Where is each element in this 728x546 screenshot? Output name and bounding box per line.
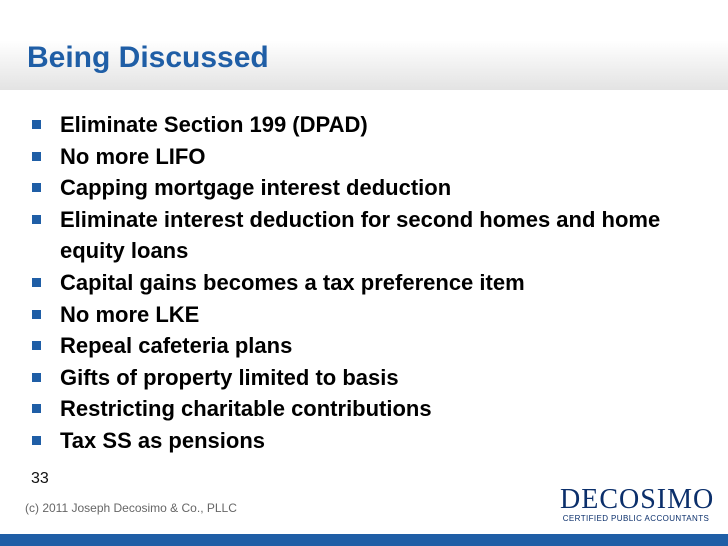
bullet-text: Restricting charitable contributions — [60, 396, 432, 422]
copyright-text: (c) 2011 Joseph Decosimo & Co., PLLC — [25, 501, 237, 515]
slide-number: 33 — [31, 470, 49, 487]
bullet-item — [30, 330, 690, 362]
company-logo — [560, 484, 715, 526]
square-bullet-icon — [32, 404, 41, 413]
bullet-list — [30, 109, 690, 457]
bottom-accent-bar — [0, 534, 728, 546]
bullet-text: Eliminate Section 199 (DPAD) — [60, 112, 368, 137]
bullet-item — [30, 425, 690, 457]
bullet-text: Repeal cafeteria plans — [60, 333, 293, 359]
square-bullet-icon — [32, 183, 41, 192]
bullet-item — [30, 267, 690, 299]
square-bullet-icon — [32, 310, 41, 319]
bullet-item — [30, 393, 690, 425]
square-bullet-icon — [32, 120, 41, 129]
square-bullet-icon — [32, 152, 41, 161]
bullet-item — [30, 204, 690, 267]
bullet-item — [30, 172, 690, 204]
bullet-text: No more LKE — [60, 301, 200, 327]
logo-name: DECOSIMO — [560, 484, 715, 515]
square-bullet-icon — [32, 341, 41, 350]
bullet-text: Capital gains becomes a tax preference item — [60, 269, 525, 295]
bullet-item — [30, 362, 690, 394]
bullet-item — [30, 299, 690, 331]
square-bullet-icon — [32, 373, 41, 382]
square-bullet-icon — [32, 436, 41, 445]
bullet-text: Gifts of property limited to basis — [60, 364, 399, 390]
bullet-item — [30, 109, 690, 141]
logo-tagline: CERTIFIED PUBLIC ACCOUNTANTS — [562, 514, 710, 523]
square-bullet-icon — [32, 278, 41, 287]
bullet-text: Eliminate interest deduction for second homes and home equity loans — [60, 206, 661, 264]
bullet-item — [30, 141, 690, 173]
square-bullet-icon — [32, 215, 41, 224]
slide-title: Being Discussed — [27, 41, 269, 74]
bullet-text: Capping mortgage interest deduction — [60, 175, 452, 201]
bullet-text: Tax SS as pensions — [60, 427, 266, 453]
bullet-text: No more LIFO — [60, 143, 206, 169]
